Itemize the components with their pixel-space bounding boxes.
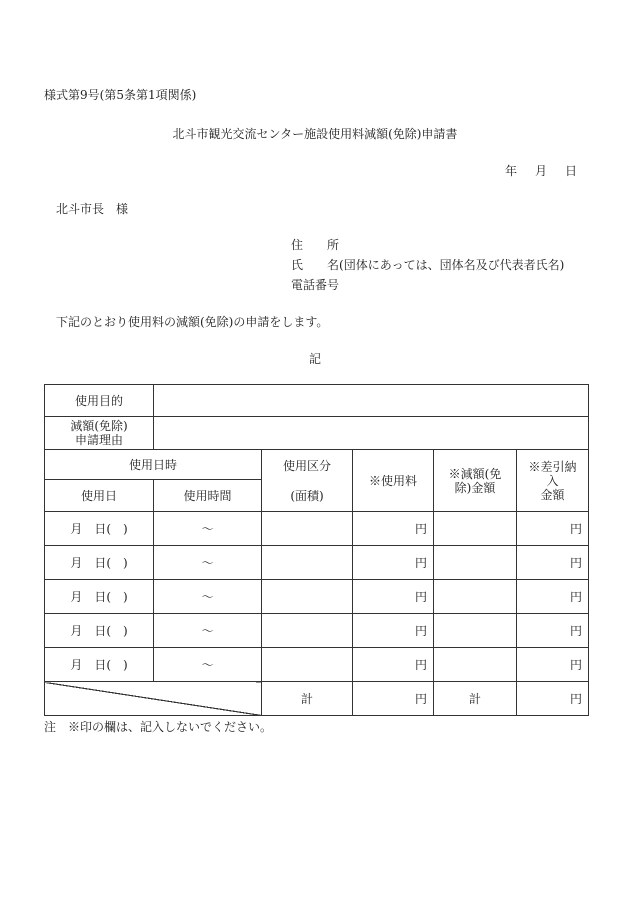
reason-label-line2: 申請理由 (74, 433, 123, 447)
table-row (45, 512, 589, 546)
applicant-address-line (291, 236, 339, 253)
total-label-2: 計 (434, 682, 517, 716)
row-time[interactable]: ～ (154, 512, 262, 546)
total-fee: 円 (353, 682, 434, 716)
total-net: 円 (517, 682, 589, 716)
row-date[interactable]: 月 日( ) (45, 580, 154, 614)
table-row (45, 614, 589, 648)
row-fee: 円 (353, 546, 434, 580)
reduction-header (434, 450, 517, 512)
net-header-line1: ※差引納入 (528, 459, 577, 488)
row-date[interactable]: 月 日( ) (45, 512, 154, 546)
row-category[interactable] (262, 648, 353, 682)
addressee: 北斗市長 様 (56, 202, 129, 216)
applicant-phone-label: 電話番号 (291, 278, 340, 292)
datetime-header: 使用日時 (45, 450, 262, 480)
row-net: 円 (517, 580, 589, 614)
date-day: 日 (565, 164, 578, 178)
net-header-line2: 金額 (540, 487, 565, 502)
applicant-phone-line (291, 276, 339, 293)
form-number: 様式第9号(第5条第1項関係) (44, 88, 197, 102)
fee-header: ※使用料 (353, 450, 434, 512)
applicant-name-note: (団体にあっては、団体名及び代表者氏名) (339, 258, 565, 272)
row-net: 円 (517, 614, 589, 648)
row-net: 円 (517, 648, 589, 682)
document-title: 北斗市観光交流センター施設使用料減額(免除)申請書 (172, 127, 458, 141)
row-date[interactable]: 月 日( ) (45, 546, 154, 580)
reason-label (45, 417, 154, 450)
total-row (45, 682, 589, 716)
date-header: 使用日 (45, 480, 154, 512)
row-time[interactable]: ～ (154, 614, 262, 648)
row-reduction (434, 614, 517, 648)
ki-heading: 記 (308, 352, 321, 366)
row-reduction (434, 648, 517, 682)
request-text: 下記のとおり使用料の減額(免除)の申請をします。 (56, 315, 329, 329)
row-category[interactable] (262, 546, 353, 580)
reason-label-line1: 減額(免除) (70, 419, 128, 433)
date-month: 月 (535, 164, 548, 178)
category-header-line1: 使用区分 (282, 458, 331, 473)
date-year: 年 (505, 164, 518, 178)
application-table (44, 384, 589, 716)
row-time[interactable]: ～ (154, 580, 262, 614)
applicant-name-label: 氏 名 (291, 258, 340, 272)
row-time[interactable]: ～ (154, 546, 262, 580)
row-date[interactable]: 月 日( ) (45, 614, 154, 648)
net-header (517, 450, 589, 512)
row-category[interactable] (262, 580, 353, 614)
row-reduction (434, 512, 517, 546)
row-category[interactable] (262, 614, 353, 648)
purpose-label: 使用目的 (45, 385, 154, 417)
row-date[interactable]: 月 日( ) (45, 648, 154, 682)
table-row (45, 580, 589, 614)
row-net: 円 (517, 546, 589, 580)
row-fee: 円 (353, 648, 434, 682)
row-category[interactable] (262, 512, 353, 546)
row-fee: 円 (353, 512, 434, 546)
reason-field[interactable] (154, 417, 589, 450)
category-header (262, 450, 353, 512)
reduction-header-line1: ※減額(免 (448, 466, 502, 481)
row-reduction (434, 546, 517, 580)
reduction-header-line2: 除)金額 (454, 480, 496, 495)
applicant-name-line (291, 256, 564, 273)
time-header: 使用時間 (154, 480, 262, 512)
table-row (45, 648, 589, 682)
date-line (505, 162, 577, 179)
diagonal-blank-cell (45, 682, 262, 716)
purpose-field[interactable] (154, 385, 589, 417)
applicant-address-label: 住 所 (291, 238, 340, 252)
category-header-line2: (面積) (290, 488, 324, 503)
row-time[interactable]: ～ (154, 648, 262, 682)
footnote: 注 ※印の欄は、記入しないでください。 (44, 720, 273, 734)
total-label: 計 (262, 682, 353, 716)
row-fee: 円 (353, 580, 434, 614)
row-net: 円 (517, 512, 589, 546)
row-reduction (434, 580, 517, 614)
table-row (45, 546, 589, 580)
row-fee: 円 (353, 614, 434, 648)
